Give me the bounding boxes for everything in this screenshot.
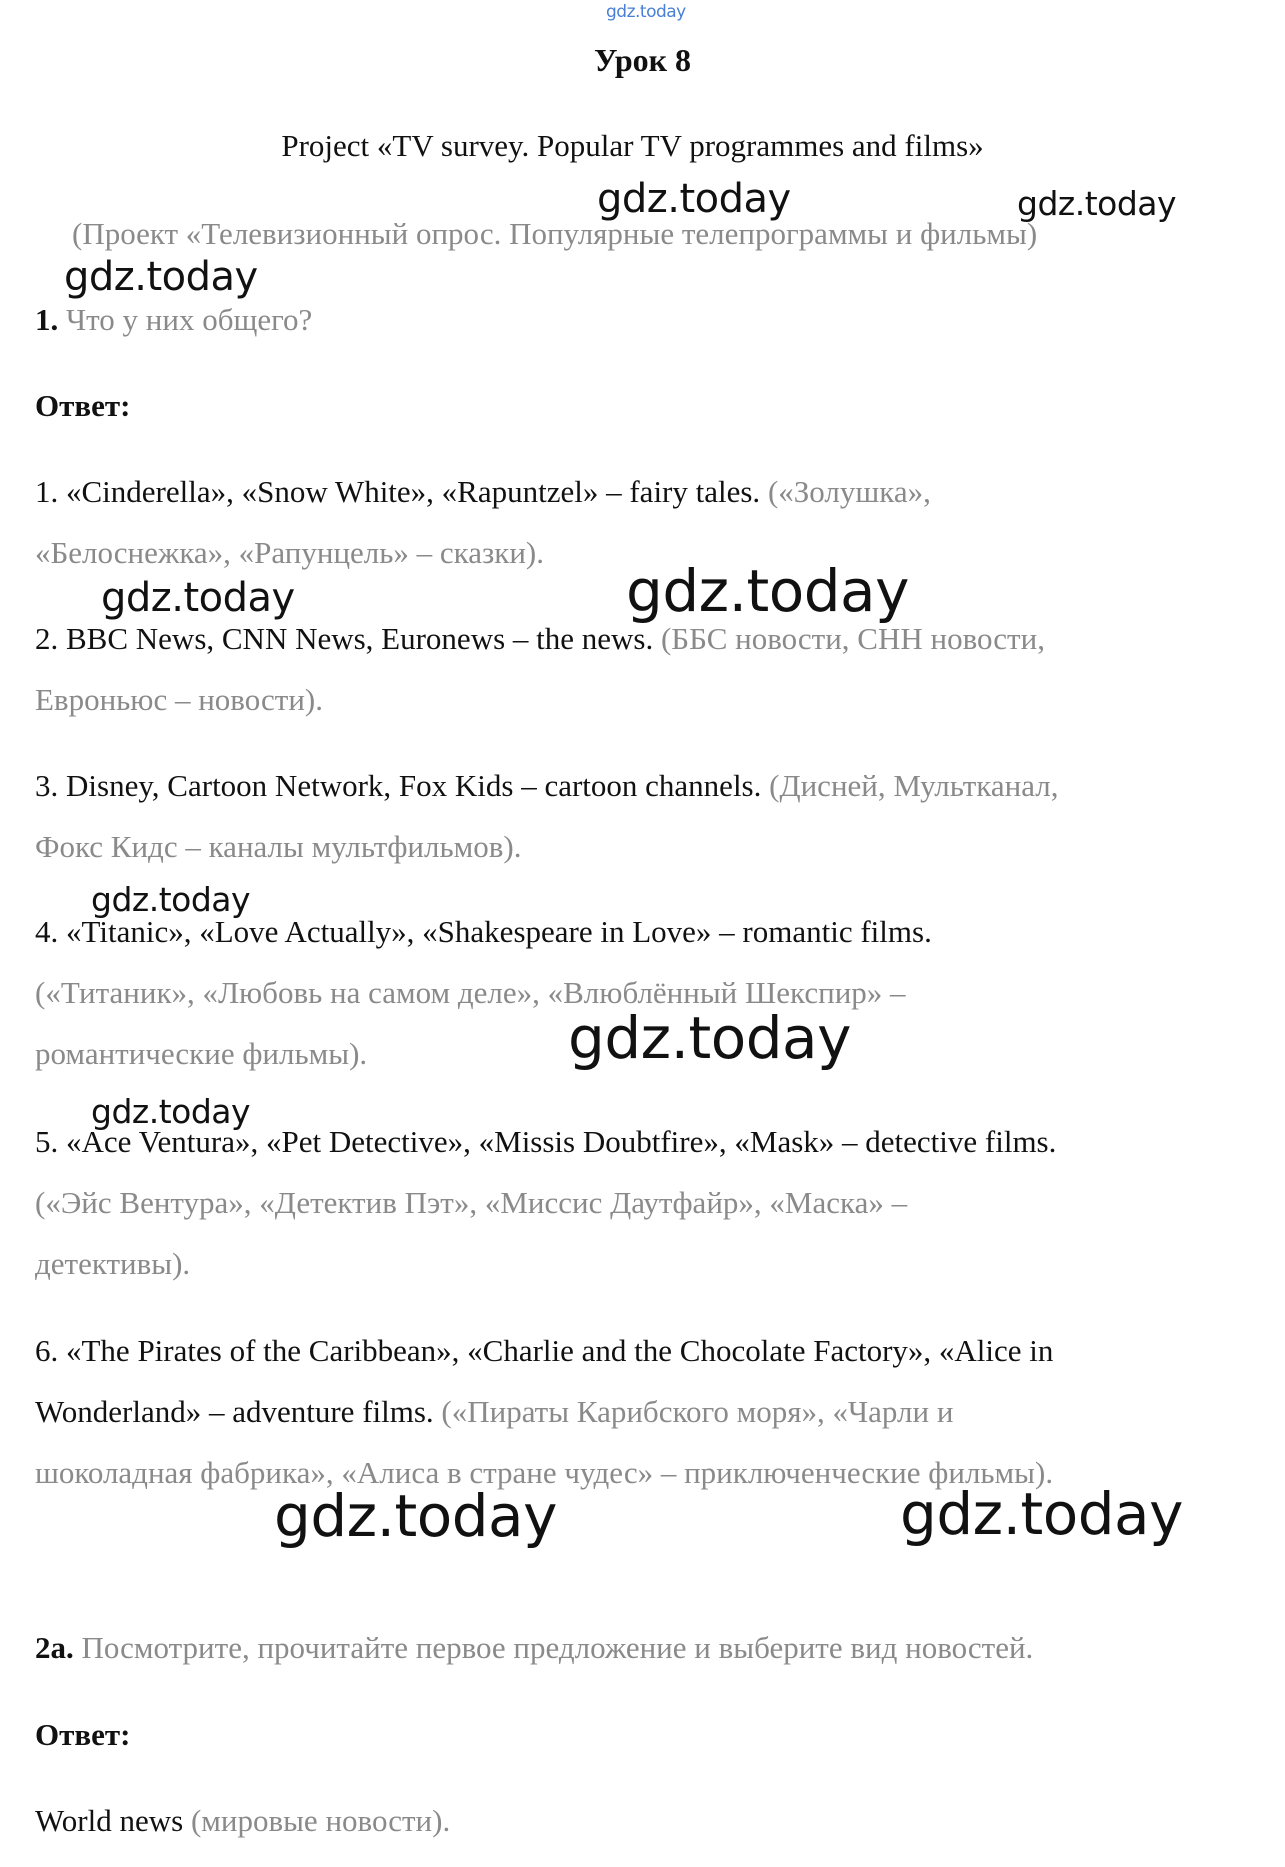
- page-title: Урок 8: [593, 42, 692, 78]
- task2a-question: [35, 1628, 1033, 1668]
- task2a-number: 2a.: [35, 1630, 74, 1665]
- answer-1-ru-b: «Белоснежка», «Рапунцель» – сказки).: [35, 535, 544, 570]
- watermark: gdz.today: [597, 176, 791, 222]
- answer-5-ru-a: («Эйс Вентура», «Детектив Пэт», «Миссис Даутфайр», «Маска» –: [35, 1185, 908, 1220]
- answer-1-line-a: [35, 472, 931, 512]
- answer-3-line-a: [35, 766, 1058, 806]
- answer-6-ru-a: («Пираты Карибского моря», «Чарли и: [441, 1394, 954, 1429]
- watermark: gdz.today: [568, 1004, 851, 1072]
- answer-2-en: 2. BBC News, CNN News, Euronews – the news.: [35, 621, 654, 656]
- answer-3-ru-a: (Дисней, Мультканал,: [769, 768, 1059, 803]
- task2a-question-text: Посмотрите, прочитайте первое предложение и выберите вид новостей.: [81, 1630, 1034, 1665]
- watermark: gdz.today: [91, 1092, 251, 1131]
- task1-question-text: Что у них общего?: [66, 302, 313, 337]
- watermark: gdz.today: [274, 1482, 557, 1550]
- answer-6-ru-b: шоколадная фабрика», «Алиса в стране чудес» – приключенческие фильмы).: [35, 1455, 1054, 1490]
- answer-6-line-b: [35, 1392, 953, 1432]
- task2a-answer: [35, 1801, 450, 1841]
- watermark: gdz.today: [626, 557, 909, 625]
- answer-4-ru-b: романтические фильмы).: [35, 1036, 368, 1071]
- task2a-answer-ru: (мировые новости).: [190, 1803, 451, 1838]
- watermark: gdz.today: [64, 254, 258, 300]
- top-watermark: gdz.today: [606, 2, 686, 22]
- page-subtitle-ru: (Проект «Телевизионный опрос. Популярные телепрограммы и фильмы): [72, 216, 1038, 251]
- answer-3-en: 3. Disney, Cartoon Network, Fox Kids – cartoon channels.: [35, 768, 762, 803]
- watermark: gdz.today: [900, 1480, 1183, 1548]
- answer-1-ru-a: («Золушка»,: [767, 474, 931, 509]
- task2a-answer-en: World news: [35, 1803, 184, 1838]
- answer-1-en: 1. «Cinderella», «Snow White», «Rapuntzel» – fairy tales.: [35, 474, 761, 509]
- answer-4-ru-a: («Титаник», «Любовь на самом деле», «Влюблённый Шекспир» –: [35, 975, 906, 1010]
- watermark: gdz.today: [101, 575, 295, 621]
- answer-5-en: 5. «Ace Ventura», «Pet Detective», «Missis Doubtfire», «Mask» – detective films.: [35, 1124, 1057, 1159]
- answer-2-line-a: [35, 619, 1045, 659]
- answer-2-ru-a: (ББС новости, СНН новости,: [660, 621, 1045, 656]
- answer-2-ru-b: Евроньюс – новости).: [35, 682, 323, 717]
- watermark: gdz.today: [1017, 184, 1177, 223]
- task2a-answer-label: Ответ:: [35, 1717, 131, 1752]
- task1-number: 1.: [35, 302, 59, 337]
- page-subtitle: Project «TV survey. Popular TV programmes and films»: [281, 128, 984, 163]
- answer-5-ru-b: детективы).: [35, 1246, 191, 1281]
- watermark: gdz.today: [91, 880, 251, 919]
- answer-6-en-b: Wonderland» – adventure films.: [35, 1394, 434, 1429]
- task1-answer-label: Ответ:: [35, 388, 131, 423]
- task1-question: [35, 300, 312, 340]
- answer-3-ru-b: Фокс Кидс – каналы мультфильмов).: [35, 829, 522, 864]
- answer-4-en: 4. «Titanic», «Love Actually», «Shakespeare in Love» – romantic films.: [35, 914, 932, 949]
- answer-6-en-a: 6. «The Pirates of the Caribbean», «Charlie and the Chocolate Factory», «Alice in: [35, 1333, 1054, 1368]
